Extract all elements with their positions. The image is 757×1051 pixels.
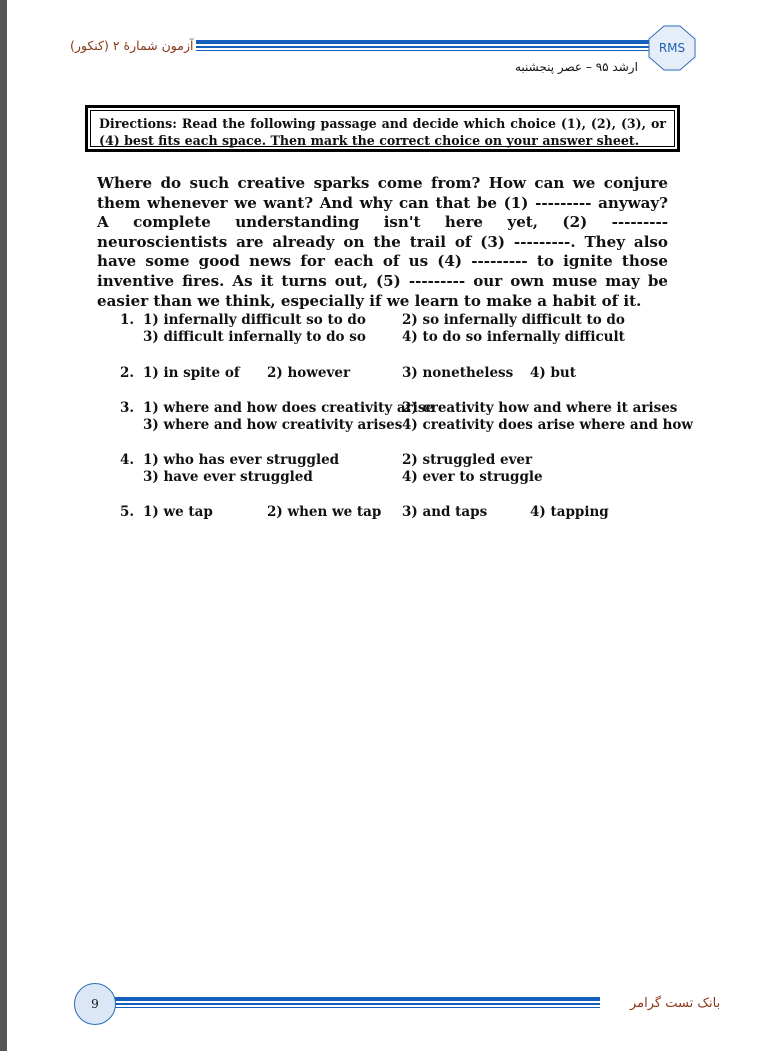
book-title: بانک تست گرامر [630,996,721,1011]
option-3: 3) where and how creativity arises [143,417,403,433]
option-3: 3) and taps [402,504,488,520]
option-3: 3) difficult infernally to do so [143,329,366,345]
page-number: 9 [74,983,116,1025]
question-number: 4. [120,452,135,468]
option-1: 1) in spite of [143,365,240,381]
question-number: 3. [120,400,135,416]
option-2: 2) struggled ever [402,452,533,468]
viewer-left-edge [0,0,7,1051]
rms-badge-label: RMS [658,41,686,55]
option-4: 4) ever to struggle [402,469,543,485]
option-1: 1) we tap [143,504,213,520]
option-1: 1) who has ever struggled [143,452,340,468]
option-4: 4) but [530,365,576,381]
option-4: 4) creativity does arise where and how [402,417,694,433]
option-3: 3) nonetheless [402,365,514,381]
option-2: 2) however [267,365,351,381]
option-2: 2) when we tap [267,504,382,520]
option-1: 1) where and how does creativity arise [143,400,435,416]
exam-subtitle: ارشد ۹۵ – عصر پنجشنبه [515,60,638,74]
reading-passage: Where do such creative sparks come from? How can we conjure them whenever we want? And why can that be (1) --------- anyway? A complete understanding isn't here yet, (2) --------- neuroscientists are already on the trail of (3) ---------. They also have some good news for each of us (4) --------- to ignite those inventive fires. As it turns out, (5) --------- our own muse may be easier than we think, especially if we learn to make a habit of it. [97,174,668,310]
exam-title: آزمون شمارهٔ ۲ (کنکور) [70,38,194,53]
directions-text: Directions: Read the following passage and decide which choice (1), (2), (3), or (4) best fits each space. Then mark the correct choice on your answer sheet. [90,110,675,147]
question-number: 1. [120,312,135,328]
question-number: 2. [120,365,135,381]
option-4: 4) to do so infernally difficult [402,329,625,345]
directions-box [85,105,680,152]
option-1: 1) infernally difficult so to do [143,312,366,328]
option-2: 2) creativity how and where it arises [402,400,678,416]
option-2: 2) so infernally difficult to do [402,312,625,328]
option-4: 4) tapping [530,504,609,520]
option-3: 3) have ever struggled [143,469,313,485]
question-number: 5. [120,504,135,520]
